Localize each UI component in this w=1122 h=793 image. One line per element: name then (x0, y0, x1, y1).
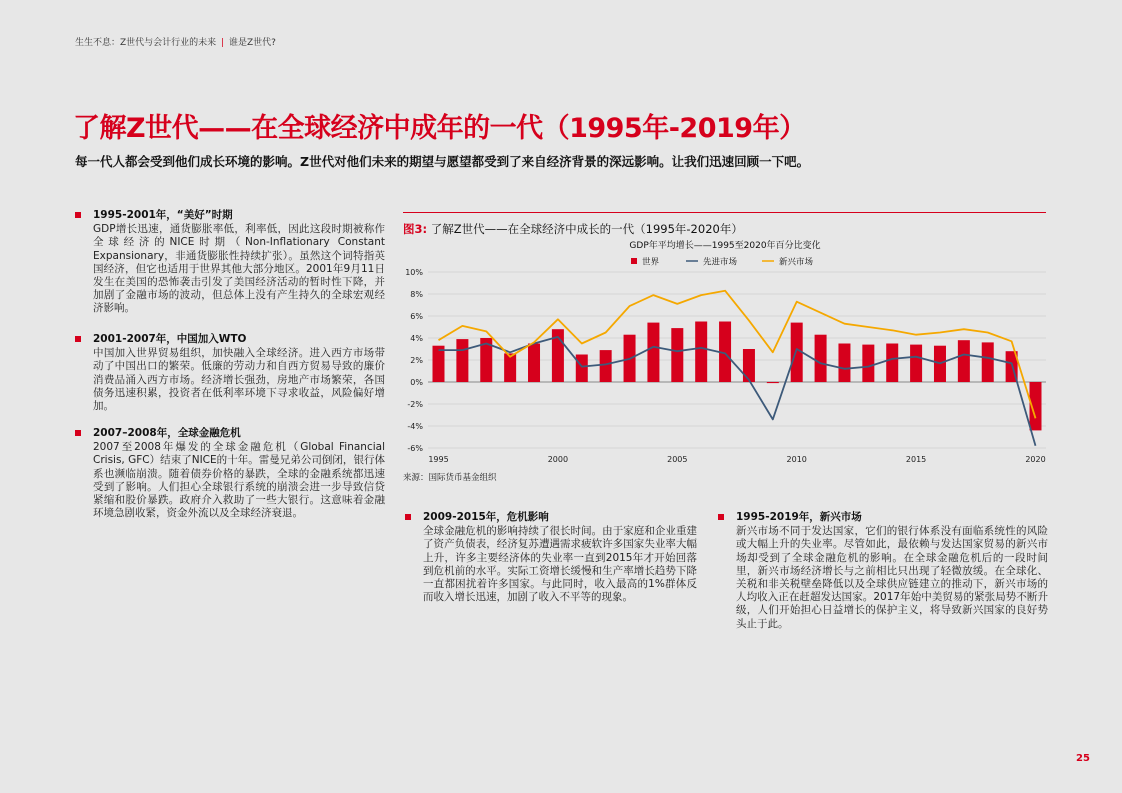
y-tick-label: 10% (405, 268, 423, 277)
bar-world (767, 382, 779, 383)
bar-world (910, 345, 922, 382)
section-body: 2007至2008年爆发的全球金融危机（Global Financial Crisis, GFC）结束了NICE的十年。雷曼兄弟公司倒闭，银行体系也濒临崩溃。随着债券价格的暴跌，全球的金融系统都迅速受到了影响。人们担心全球银行系统的崩溃会进一步导致信贷紧缩和股价暴跌。政府介入救助了一些大银行。这意味着金融环境急剧收紧，资金外流以及全球经济衰退。 (93, 441, 385, 520)
page-subtitle: 每一代人都会受到他们成长环境的影响。Z世代对他们未来的期望与愿望都受到了来自经济背景的深远影响。让我们迅速回顾一下吧。 (75, 154, 810, 169)
section-heading: 2001-2007年，中国加入WTO (93, 333, 247, 345)
y-tick-label: 0% (410, 378, 423, 387)
section-body: 中国加入世界贸易组织，加快融入全球经济。进入西方市场带动了中国出口的繁荣。低廉的劳动力和自西方贸易导致的廉价消费品涌入西方市场。经济增长强劲，房地产市场繁荣，各国债务迅速积累，投资者在低利率环境下寻求收益，风险偏好增加。 (93, 347, 385, 413)
x-tick-label: 2020 (1025, 455, 1046, 464)
breadcrumb-main: 生生不息：Z世代与会计行业的未来 (75, 38, 217, 48)
bar-world (671, 328, 683, 382)
section-heading: 1995-2001年，“美好”时期 (93, 209, 233, 221)
bar-world (886, 344, 898, 383)
chart-title-text: 了解Z世代——在全球经济中成长的一代（1995年-2020年） (427, 222, 743, 236)
bar-world (647, 323, 659, 382)
bar-world (815, 335, 827, 382)
x-tick-label: 2015 (905, 455, 927, 464)
breadcrumb-separator: | (221, 38, 225, 48)
section-heading: 2007–2008年，全球金融危机 (93, 427, 241, 439)
legend-swatch-world (631, 258, 637, 264)
section-body: 新兴市场不同于发达国家，它们的银行体系没有面临系统性的风险或大幅上升的失业率。尽管如此，最依赖与发达国家贸易的新兴市场却受到了全球金融危机的影响。在全球金融危机后的一段时间里，新兴市场经济增长与之前相比只出现了轻微放缓。在全球化、关税和非关税壁垒降低以及全球供应链建立的推动下，新兴市场的人均收入正在赶超发达国家。2017年始中美贸易的紧张局势不断升级，人们开始担心日益增长的保护主义，将导致新兴国家的良好势头止于此。 (736, 525, 1048, 630)
bar-world (504, 353, 516, 382)
bar-world (576, 355, 588, 383)
y-tick-label: 2% (410, 356, 423, 365)
y-tick-label: 6% (410, 312, 423, 321)
legend-label: 先进市场 (703, 257, 738, 268)
legend-label: 新兴市场 (779, 257, 814, 268)
section-body: GDP增长迅速，通货膨胀率低，利率低，因此这段时期被称作全球经济的NICE时期（Non-Inflationary Constant Expansionary，非通货膨胀性持续扩张）。虽然这个词特指英国经济，但它也适用于世界其他大部分地区。2001年9月11日发生在美国的恐怖袭击引发了美国经济活动的暂时性下降，并加剧了金融市场的波动，但总体上没有产生持久的全球宏观经济影响。 (93, 223, 385, 315)
y-tick-label: 4% (410, 334, 423, 343)
section-body: 全球金融危机的影响持续了很长时间。由于家庭和企业重建了资产负债表，经济复苏遭遇需求疲软许多国家失业率大幅上升，许多主要经济体的失业率一直到2015年才开始回落到危机前的水平。实际工资增长缓慢和生产率增长趋势下降一直都困扰着许多国家。与此同时，收入最高的1%群体反而收入增长迅速，加剧了收入不平等的现象。 (423, 525, 697, 604)
section-heading: 1995-2019年，新兴市场 (736, 511, 862, 523)
x-tick-label: 2010 (786, 455, 807, 464)
bar-world (600, 350, 612, 382)
bar-world (528, 344, 540, 383)
page-number: 25 (1076, 753, 1090, 764)
y-tick-label: -6% (407, 444, 423, 453)
bar-world (838, 344, 850, 383)
bar-world (695, 322, 707, 383)
chart-subtitle: GDP年平均增长——1995至2020年百分比变化 (629, 241, 821, 251)
chart-source: 来源：国际货币基金组织 (403, 473, 497, 483)
bar-world (862, 345, 874, 382)
bar-world (982, 342, 994, 382)
bar-world (456, 339, 468, 382)
bar-world (743, 349, 755, 382)
x-tick-label: 1995 (428, 455, 449, 464)
legend-label: 世界 (642, 257, 660, 268)
page-title: 了解Z世代——在全球经济中成年的一代（1995年-2019年） (73, 113, 806, 144)
x-tick-label: 2000 (547, 455, 569, 464)
y-tick-label: 8% (410, 290, 423, 299)
breadcrumb-sub: 谁是Z世代? (228, 38, 276, 48)
x-tick-label: 2005 (667, 455, 688, 464)
section-heading: 2009-2015年，危机影响 (423, 511, 549, 523)
y-tick-label: -2% (407, 400, 423, 409)
y-tick-label: -4% (407, 422, 423, 431)
bar-world (433, 346, 445, 382)
bar-world (958, 340, 970, 382)
figure-label: 图3: (403, 222, 428, 236)
